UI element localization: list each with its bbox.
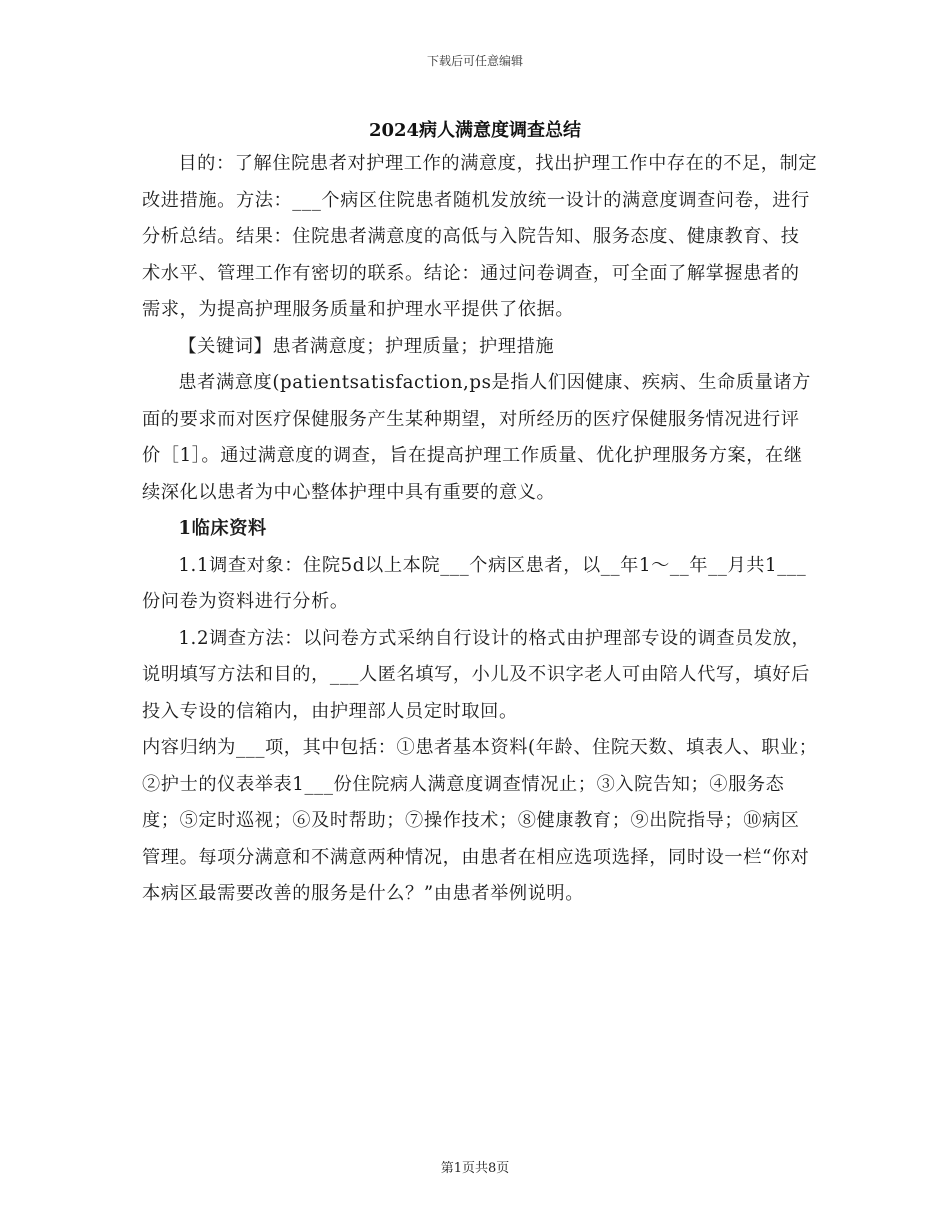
document-body [142,146,818,913]
document-title: 2024病人满意度调查总结 [368,120,582,141]
page-footer: 第1页共8页 [440,1161,510,1176]
subsection-paragraph: 1.2调查方法：以问卷方式采纳自行设计的格式由护理部专设的调查员发放，说明填写方法和目的，___人匿名填写，小儿及不识字老人可由陪人代写，填好后投入专设的信箱内，由护理部人员定时取回。 [142,627,811,722]
intro-paragraph: 患者满意度(patientsatisfaction,ps是指人们因健康、疾病、生命质量诸方面的要求而对医疗保健服务产生某种期望，对所经历的医疗保健服务情况进行评价［1］。通过满意度的调查，旨在提高护理工作质量、优化护理服务方案，在继续深化以患者为中心整体护理中具有重要的意义。 [142,372,811,503]
page-header: 下载后可任意编辑 [426,54,523,68]
subsection-paragraph: 1.1调查对象：住院5d以上本院___个病区患者，以__年1～__年__月共1___份问卷为资料进行分析。 [142,554,807,612]
abstract-paragraph: 目的：了解住院患者对护理工作的满意度，找出护理工作中存在的不足，制定改进措施。方法：___个病区住院患者随机发放统一设计的满意度调查问卷，进行分析总结。结果：住院患者满意度的高低与入院告知、服务态度、健康教育、技术水平、管理工作有密切的联系。结论：通过问卷调查，可全面了解掌握患者的需求，为提高护理服务质量和护理水平提供了依据。 [142,153,818,320]
keywords-paragraph: 【关键词】患者满意度；护理质量；护理措施 [178,335,555,357]
section-heading: 1临床资料 [178,518,267,539]
content-paragraph: 内容归纳为___项，其中包括：①患者基本资料(年龄、住院天数、填表人、职业；②护士的仪表举表1___份住院病人满意度调查情况止；③入院告知；④服务态度；⑤定时巡视；⑥及时帮助；⑦操作技术；⑧健康教育；⑨出院指导；⑩病区管理。每项分满意和不满意两种情况，由患者在相应选项选择，同时设一栏“你对本病区最需要改善的服务是什么？”由患者举例说明。 [142,737,818,904]
